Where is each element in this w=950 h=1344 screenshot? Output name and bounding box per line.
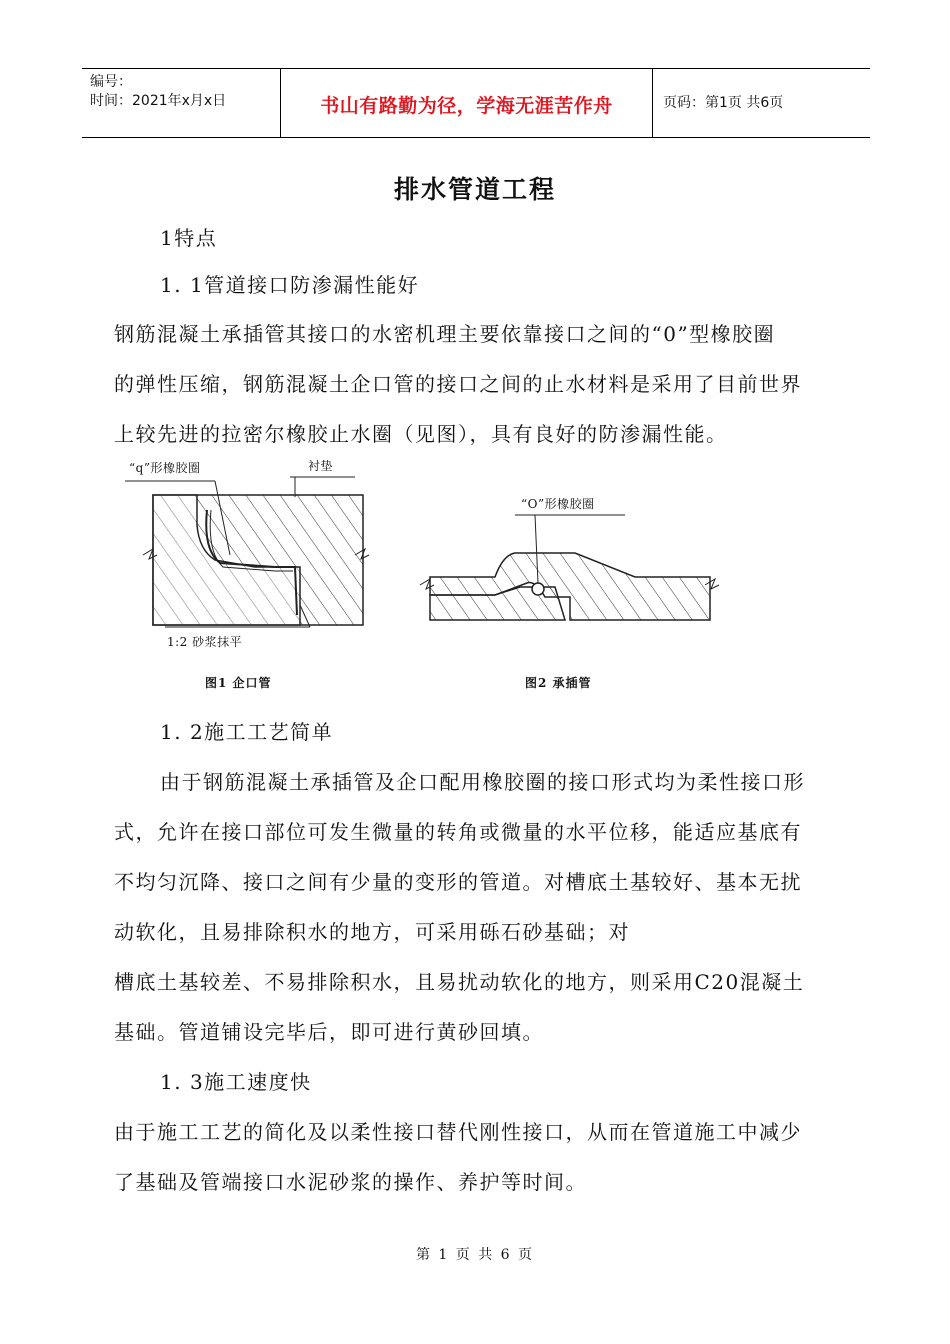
code-label: 编号： xyxy=(90,74,132,90)
paragraph-line: 不均匀沉降、接口之间有少量的变形的管道。对槽底土基较好、基本无扰 xyxy=(114,870,802,894)
paragraph-line: 由于钢筋混凝土承插管及企口配用橡胶圈的接口形式均为柔性接口形 xyxy=(160,770,805,794)
header-motto-cell xyxy=(281,69,653,137)
page-footer: 第 1 页 共 6 页 xyxy=(415,1247,535,1263)
page-info: 页码：第1页 共6页 xyxy=(663,95,784,111)
pipe-joint-drawings xyxy=(115,455,725,700)
figure-2-drawing xyxy=(420,515,719,620)
header-table xyxy=(82,68,870,138)
paragraph-line: 由于施工工艺的简化及以柔性接口替代刚性接口，从而在管道施工中减少 xyxy=(114,1120,802,1144)
paragraph-line: 的弹性压缩，钢筋混凝土企口管的接口之间的止水材料是采用了目前世界 xyxy=(114,372,802,396)
date-label: 时间：2021年x月x日 xyxy=(90,93,227,109)
section-heading-1-2: 1. 2施工工艺简单 xyxy=(160,720,334,744)
figure-2-caption: 图2 承插管 xyxy=(525,676,592,690)
header-meta xyxy=(82,69,281,137)
figure-1-caption: 图1 企口管 xyxy=(205,676,272,690)
figure-1-drawing xyxy=(125,477,369,627)
paragraph-line: 上较先进的拉密尔橡胶止水圈（见图），具有良好的防渗漏性能。 xyxy=(114,422,728,446)
section-heading-1-3: 1. 3施工速度快 xyxy=(160,1070,312,1094)
section-heading-1-1: 1. 1管道接口防渗漏性能好 xyxy=(160,273,420,297)
motto: 书山有路勤为径，学海无涯苦作舟 xyxy=(320,95,613,117)
fig1-label-pad: 衬垫 xyxy=(308,459,334,473)
paragraph-line: 动软化，且易排除积水的地方，可采用砾石砂基础；对 xyxy=(114,920,630,944)
page-title: 排水管道工程 xyxy=(393,175,556,204)
section-heading-1: 1特点 xyxy=(160,226,218,250)
fig1-label-mortar: 1:2 砂浆抹平 xyxy=(167,635,243,649)
paragraph-line: 了基础及管端接口水泥砂浆的操作、养护等时间。 xyxy=(114,1170,587,1194)
figures-area xyxy=(115,455,725,700)
fig1-label-q-ring: “q”形橡胶圈 xyxy=(129,461,201,475)
paragraph-line: 式，允许在接口部位可发生微量的转角或微量的水平位移，能适应基底有 xyxy=(114,820,802,844)
paragraph-line: 钢筋混凝土承插管其接口的水密机理主要依靠接口之间的“0”型橡胶圈 xyxy=(114,322,776,346)
paragraph-line: 槽底土基较差、不易排除积水，且易扰动软化的地方，则采用C20混凝土 xyxy=(114,970,805,994)
paragraph-line: 基础。管道铺设完毕后，即可进行黄砂回填。 xyxy=(114,1020,544,1044)
fig2-label-o-ring: “O”形橡胶圈 xyxy=(521,497,595,511)
